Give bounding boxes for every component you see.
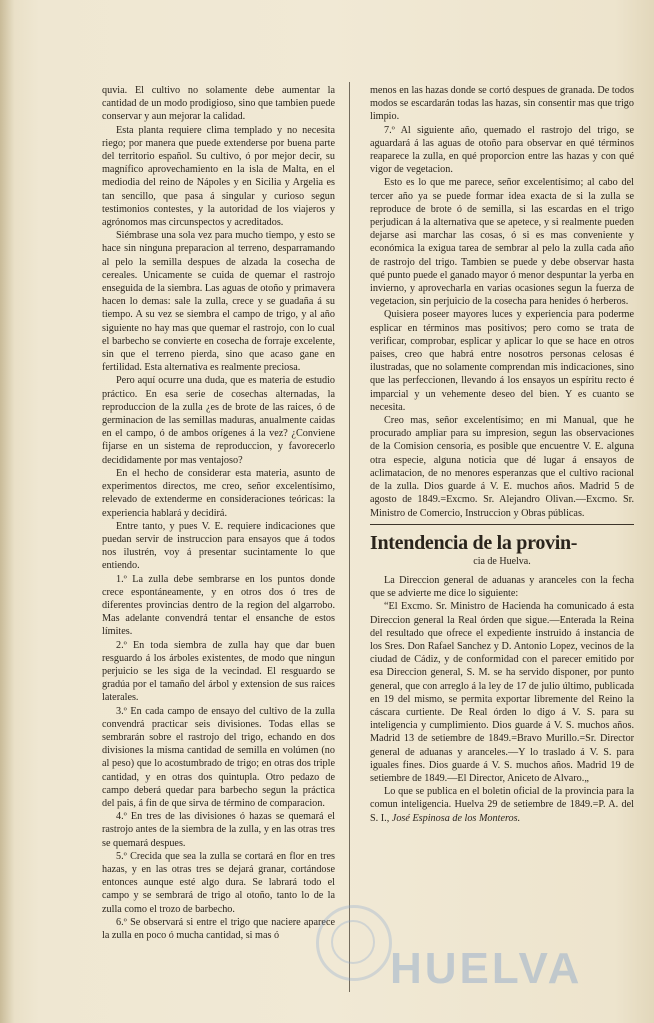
right-column	[370, 84, 634, 825]
paragraph: 1.º La zulla debe sembrarse en los puntos donde crece espontáneamente, y en otros dos ó tres de diferentes provincias dentro de la region del algarrobo. Mas adelante convendrá tentar el ensanche de estos límites.	[102, 573, 335, 638]
paragraph: 5.º Crecida que sea la zulla se cortará en flor en tres hazas, y en las otras tres se dejará granar, cortándose entonces aunque esté algo dura. Se labrará todo el campo y se sembrará de trigo al otoño, tanto lo de la zulla como el trozo de barbecho.	[102, 850, 335, 915]
paragraph: En el hecho de considerar esta materia, asunto de experimentos directos, me creo, señor excelentísimo, relevado de extenderme en consideraciones teóricas: la experiencia hablará y decidirá.	[102, 467, 335, 519]
paragraph: Esto es lo que me parece, señor excelentísimo; al cabo del tercer año ya se puede formar idea exacta de si la zulla se reproduce de brote ó de semilla, si las escardas en el trigo perjudican á la alternativa que se apetece, y si realmente pueden dejarse asi marchar las cosas, ó si es mas conveniente y económica la exigua tarea de sembrar al pelo la zulla cada año de rastrojo del trigo. Tambien se puede y debe observar hasta qué punto puede el ganado mayor ó menor despuntar la yerba en invierno, y aprovecharla en varias ocasiones segun la fuerza de vegetacion, sin perjuicio de la cosecha para henides ó herberos.	[370, 177, 634, 308]
paragraph: Pero aquí ocurre una duda, que es materia de estudio práctico. En esa serie de cosechas alternadas, la reproduccion de la zulla ¿es de brote de las raices, ó de germinacion de las semillas maduras, anualmente caidas en el campo, ó de ambos orígenes á la vez? ¿Conviene fijarse en un sistema de reproduccion, y favorecerlo decididamente por mas ventajoso?	[102, 375, 335, 466]
closing-text: Lo que se publica en el boletin oficial de la provincia para la comun inteligencia. Huelva 29 de setiembre de 1849.=P. A. del S. I.,	[370, 786, 634, 824]
section-divider	[370, 524, 634, 525]
paragraph: Siémbrase una sola vez para mucho tiempo, y esto se hace sin ninguna preparacion al terreno, desparramando al pelo la semilla despues de alzada la cosecha de cereales. Unicamente se cuida de quemar el rastrojo enseguida de la siembra. Las aguas de otoño y primavera hacen lo demas: sale la zulla, crece y se guadaña á su tiempo. A su vez se siembra el campo de trigo, y al año siguiente no hay mas que quemar el rastrojo, con lo cual el barbecho se convierte en cosecha de forraje excelente, sin que el terreno pierda, sino que acaso gane en fertilidad. Esta alternativa es realmente preciosa.	[102, 230, 335, 374]
column-divider	[349, 82, 350, 992]
paragraph: La Direccion general de aduanas y aranceles con la fecha que se advierte me dice lo siguiente:	[370, 574, 634, 600]
paragraph: 6.º Se observará si entre el trigo que naciere aparece la zulla en poco ó mucha cantidad, si mas ó	[102, 916, 335, 941]
paragraph: 4.º En tres de las divisiones ó hazas se quemará el rastrojo antes de la siembra de la zulla, y en las otras tres se quemará despues.	[102, 811, 335, 849]
paragraph: Esta planta requiere clima templado y no necesita riego; por manera que puede extenderse por buena parte del territorio español. Su cultivo, ó por mejor decir, su magnífico aprovechamiento en la isla de Malta, en el mediodia del reino de Nápoles y en Sicilia y Argelia es tan sencillo, que pasa á singular y curioso segun testimonios contestes, y la autoridad de los viajeros y agrónomos mas circunspectos y acreditados.	[102, 124, 335, 229]
watermark-text: HUELVA	[390, 944, 583, 993]
library-stamp-icon	[316, 905, 392, 981]
page-spine-shadow	[0, 0, 14, 1023]
section-subheading: cia de Huelva.	[473, 555, 531, 567]
section-heading: Intendencia de la provin-	[370, 531, 578, 554]
left-column	[102, 84, 335, 942]
paragraph: “El Excmo. Sr. Ministro de Hacienda ha comunicado á esta Direccion general la Real órden que sigue.—Enterada la Reina del resultado que ofrece el expediente instruido á instancia de los Sres. Don Rafael Sanchez y D. Antonio Lopez, vecinos de la ciudad de Cádiz, y de conformidad con el parecer emitido por esa Direccion general, S. M. se ha servido disponer, por punto general, que con arreglo á la ley de 17 de julio último, publicada en 19 del mismo, se permita exportar libremente del Reino la cáscara curtiente. De Real órden lo digo á V. S. para su inteligencia y cumplimiento. Dios guarde á V. S. muchos años. Madrid 13 de setiembre de 1849.=Bravo Murillo.=Sr. Director general de aduanas y aranceles.—Y lo traslado á V. S. para iguales fines. Dios guarde á V. S. muchos años. Madrid 19 de setiembre de 1849.—El Director, Aniceto de Alvaro.„	[370, 601, 634, 784]
paragraph	[370, 785, 634, 825]
paragraph: 3.º En cada campo de ensayo del cultivo de la zulla convendrá practicar seis divisiones. Todas ellas se sembrarán sobre el rastrojo del trigo, echando en dos divisiones la misma cantidad de semilla en volúmen (no al peso) que lo acostumbrado de trigo; en otras dos triple cantidad, y en otras dos quintupla. Otro pedazo de campo deberá quedar para barbecho segun la práctica del pais, á fin de que sirva de término de comparacion.	[102, 705, 335, 809]
paragraph: 2.º En toda siembra de zulla hay que dar buen resguardo á los árboles existentes, de modo que ningun perjuicio se les siga de la vecindad. El resguardo se gradúa por el tamaño del árbol y extension de sus raices laterales.	[102, 639, 335, 704]
signature: José Espinosa de los Monteros.	[391, 812, 521, 824]
paragraph: Entre tanto, y pues V. E. requiere indicaciones que puedan servir de instruccion para ensayos que á todos nos ilustrén, voy á presentar sucintamente lo que entiendo.	[102, 520, 335, 572]
paragraph: Quisiera poseer mayores luces y experiencia para poderme esplicar en términos mas positivos; pero como se trata de verificar, comprobar, esplicar y aplicar lo que se hace en otros paises, creo que habrá entre nosotros personas celosas é ilustradas, que no solamente comprendan mis indicaciones, sino que las perfeccionen, llevando á los ensayos un espíritu recto é imparcial y un vehemente deseo del bien. Y es cuanto se necesita.	[370, 309, 634, 413]
paragraph: 7.º Al siguiente año, quemado el rastrojo del trigo, se aguardará á las aguas de otoño para observar en qué términos reaparece la zulla, en qué proporcion entre las hazas y con qué vigor de vegetacion.	[370, 124, 634, 176]
paragraph: quvia. El cultivo no solamente debe aumentar la cantidad de un modo prodigioso, sino que tambien puede conservar y aun mejorar la calidad.	[102, 85, 335, 123]
paragraph: Creo mas, señor excelentísimo; en mi Manual, que he procurado ampliar para su impresion, segun las observaciones de la Comision censoria, es posible que encuentre V. E. alguna otra especie, alguna noticia que dé lugar á ensayos de aclimatacion, de no menores esperanzas que el cultivo racional de la zulla. Dios guarde á V. E. muchos años. Madrid 5 de agosto de 1849.=Excmo. Sr. Alejandro Olivan.—Excmo. Sr. Ministro de Comercio, Instruccion y Obras públicas.	[370, 415, 634, 519]
paragraph: menos en las hazas donde se cortó despues de granada. De todos modos se escardarán todas las hazas, sin consentir mas que trigo limpio.	[370, 85, 634, 123]
